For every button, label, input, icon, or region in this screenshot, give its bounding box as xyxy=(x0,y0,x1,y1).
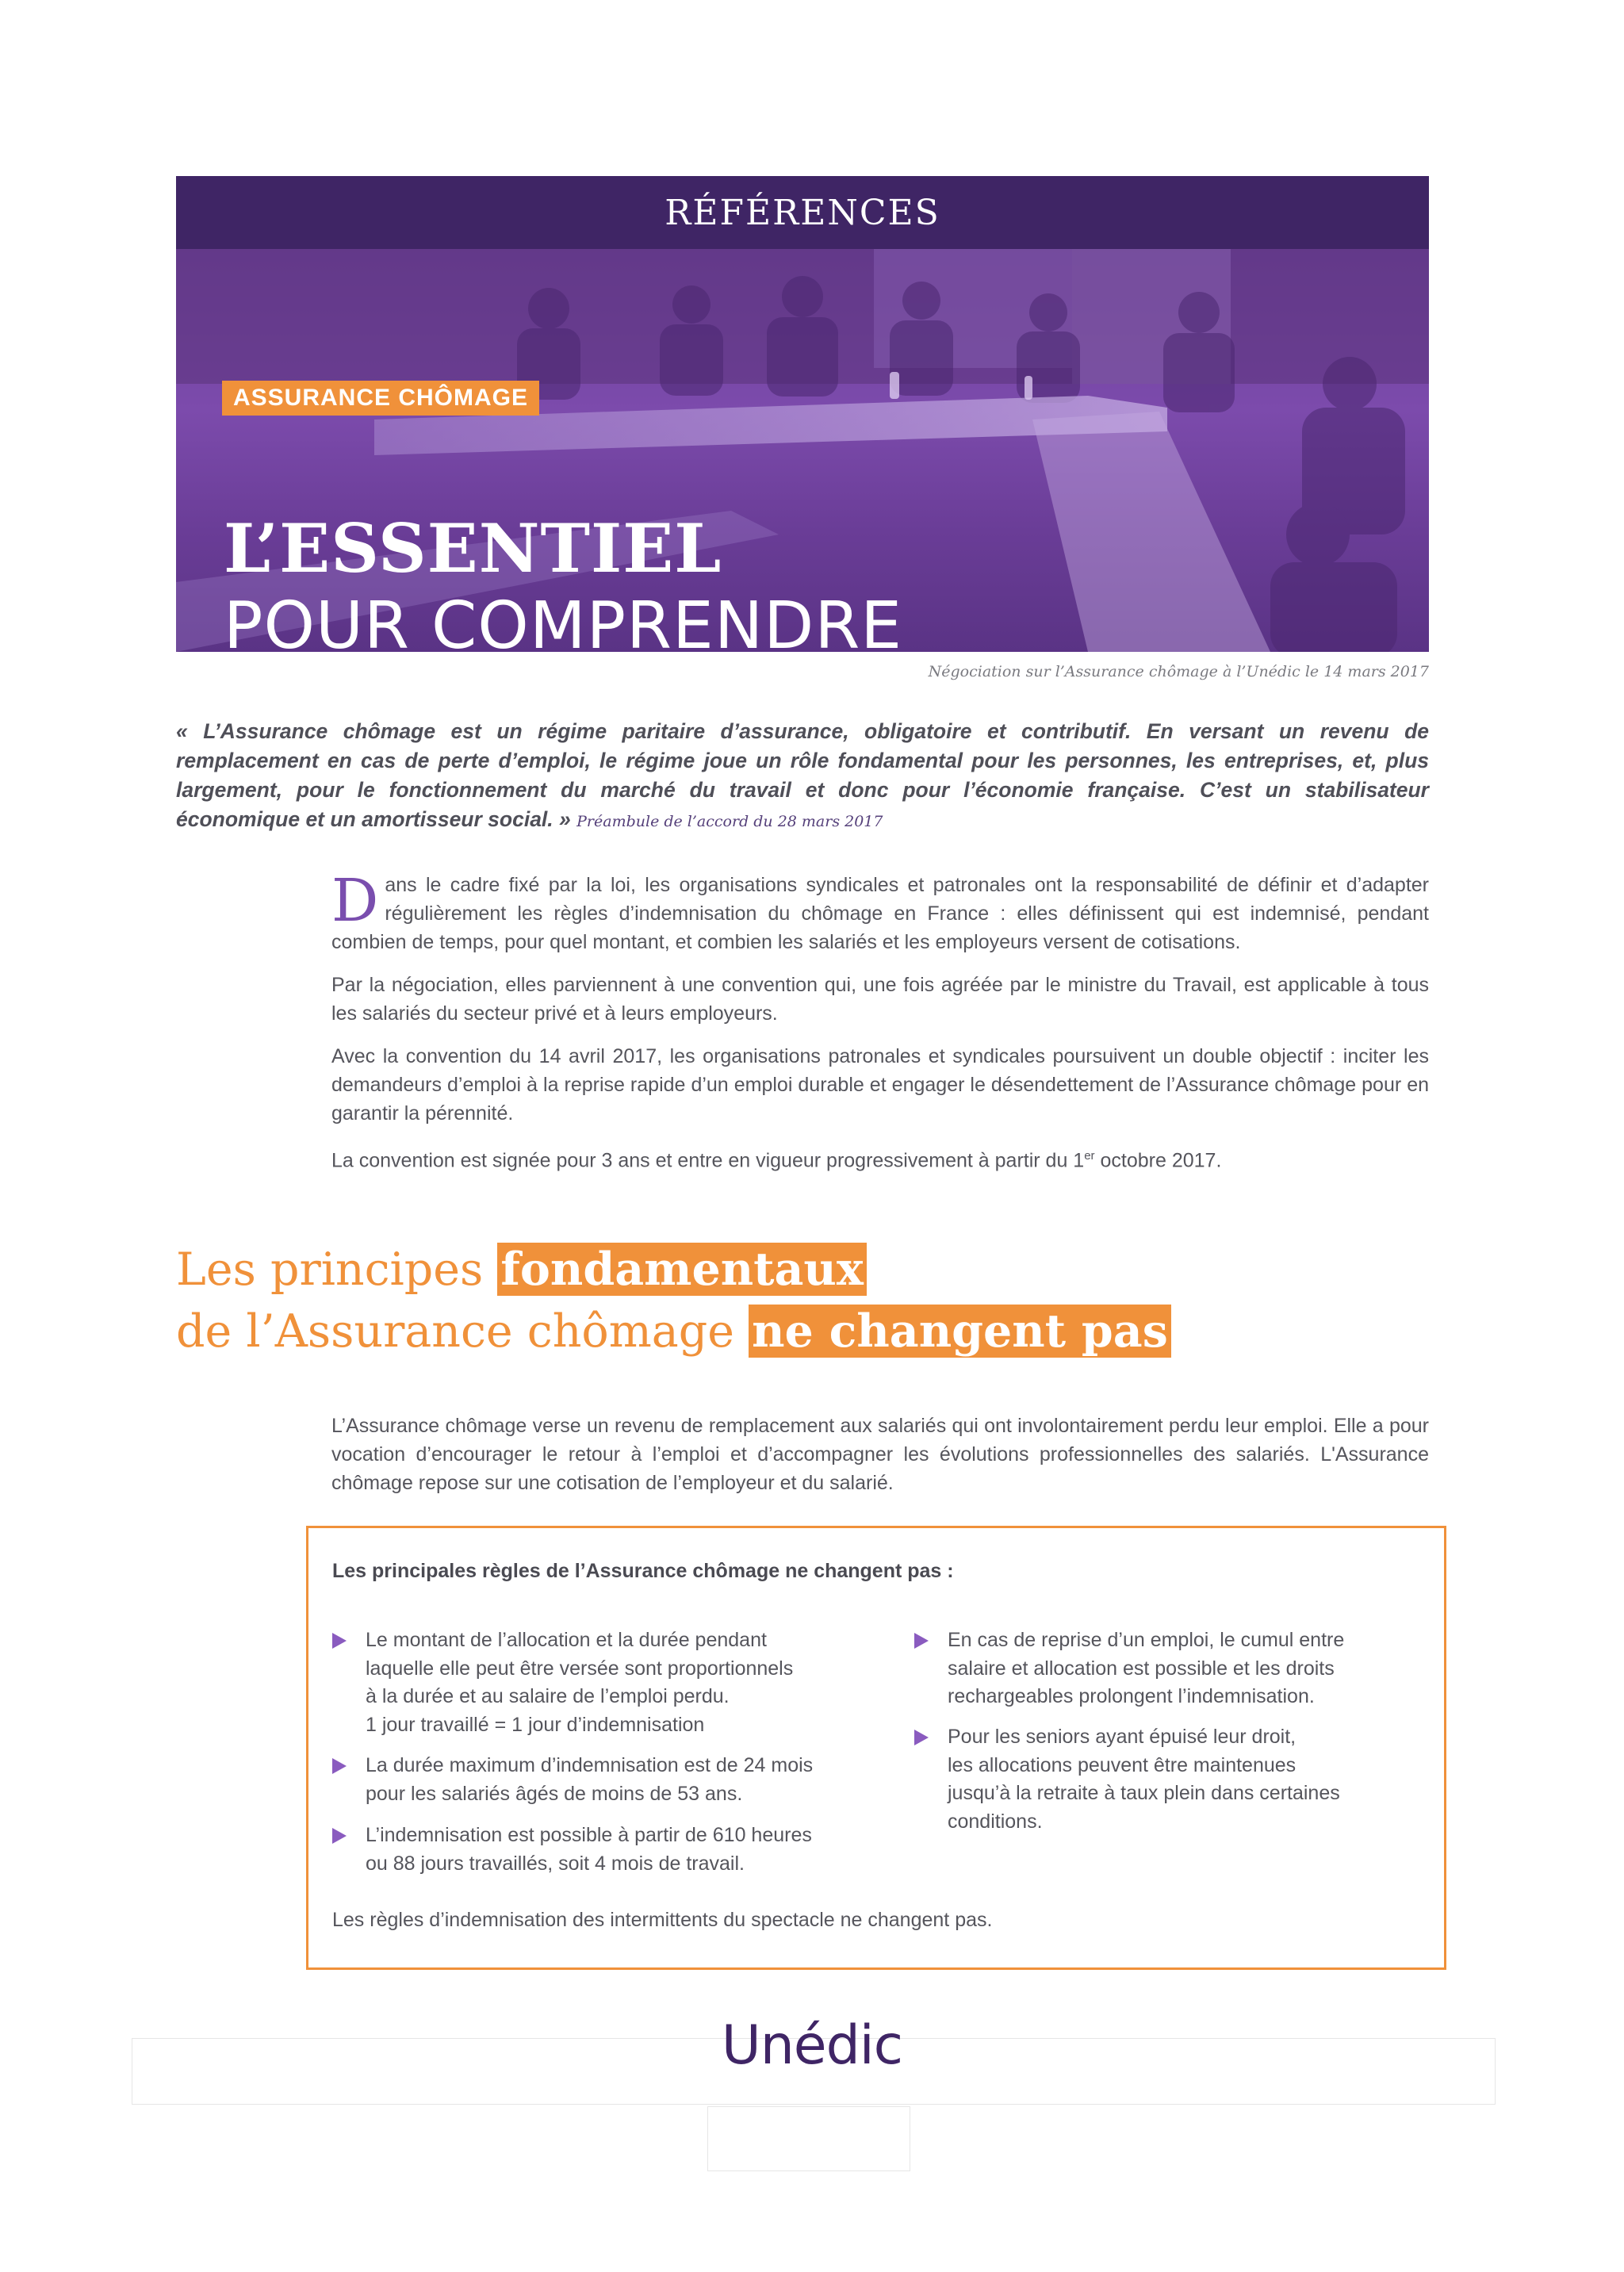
triangle-bullet-icon xyxy=(914,1633,929,1649)
triangle-bullet-icon xyxy=(332,1758,347,1774)
section-text: L’Assurance chômage verse un revenu de remplacement aux salariés qui ont involontairement perdu leur emploi. Elle a pour vocation d’encourager le retour à l’emploi et d’accompagner les évolutions professionnelles des salariés. L'Assurance chômage repose sur une cotisation de l’employeur et du salarié. xyxy=(331,1415,1429,1494)
rule-item: Le montant de l’allocation et la durée pendant laquelle elle peut être versée sont proportionnels à la durée et au salaire de l’emploi perdu. 1 jour travaillé = 1 jour d’indemnisation xyxy=(332,1626,833,1739)
category-tag: ASSURANCE CHÔMAGE xyxy=(222,381,539,416)
intro-paragraph-2: Par la négociation, elles parviennent à une convention qui, une fois agréée par le ministre du Travail, est applicable à tous les salariés du secteur privé et à leurs employeurs. xyxy=(331,974,1429,1025)
rules-box-footer: Les règles d’indemnisation des intermittents du spectacle ne changent pas. xyxy=(332,1909,993,1931)
intro-paragraph-4: La convention est signée pour 3 ans et entre en vigueur progressivement à partir du 1er octobre 2017. xyxy=(331,1149,1222,1172)
title-line-2: POUR COMPRENDRE xyxy=(224,588,903,652)
photo-caption: Négociation sur l’Assurance chômage à l’Unédic le 14 mars 2017 xyxy=(928,663,1429,680)
rule-item: Pour les seniors ayant épuisé leur droit, les allocations peuvent être maintenues jusqu’à la retraite à taux plein dans certaines conditions. xyxy=(914,1723,1415,1836)
section-label: RÉFÉRENCES xyxy=(665,192,940,233)
section-title: Les principes fondamentaux de l’Assurance chômage ne changent pas xyxy=(176,1239,1171,1362)
triangle-bullet-icon xyxy=(332,1633,347,1649)
section-label-bar xyxy=(176,176,1429,249)
intro-text xyxy=(331,867,1429,1189)
title-line-1: L’ESSENTIEL xyxy=(224,509,722,588)
rules-box xyxy=(306,1526,1446,1970)
section-title-highlight-2: ne changent pas xyxy=(749,1305,1171,1358)
rule-item: En cas de reprise d’un emploi, le cumul entre salaire et allocation est possible et les droits rechargeables prolongent l’indemnisation. xyxy=(914,1626,1415,1711)
triangle-bullet-icon xyxy=(332,1828,347,1844)
header-banner xyxy=(176,176,1429,652)
quote-text: « L’Assurance chômage est un régime paritaire d’assurance, obligatoire et contributif. En versant un revenu de remplacement en cas de perte d’emploi, le régime joue un rôle fondamental pour les personnes, les entreprises, et, plus largement, pour le fonctionnement du marché du travail et donc pour l’économie française. C’est un stabilisateur économique et un amortisseur social. » xyxy=(176,719,1429,831)
preamble-quote xyxy=(176,717,1429,837)
section-title-highlight-1: fondamentaux xyxy=(497,1243,866,1296)
rule-item: La durée maximum d’indemnisation est de 24 mois pour les salariés âgés de moins de 53 ans. xyxy=(332,1752,833,1808)
intro-paragraph-3: Avec la convention du 14 avril 2017, les organisations patronales et syndicales poursuivent un double objectif : inciter les demandeurs d’emploi à la reprise rapide d’un emploi durable et engager le désendettement de l’Assurance chômage pour en garantir la pérennité. xyxy=(331,1045,1429,1125)
footer-box xyxy=(707,2106,910,2171)
triangle-bullet-icon xyxy=(914,1730,929,1745)
quote-source: Préambule de l’accord du 28 mars 2017 xyxy=(576,813,883,830)
rules-box-title: Les principales règles de l’Assurance chômage ne changent pas : xyxy=(332,1560,954,1582)
intro-paragraph-1: Dans le cadre fixé par la loi, les organisations syndicales et patronales ont la responsabilité de définir et d’adapter régulièrement les règles d’indemnisation du chômage en France : elles définissent qui est indemnisé, pendant combien de temps, pour quel montant, et combien les salariés et les employeurs versent de cotisations. xyxy=(331,867,1429,953)
drop-cap: D xyxy=(331,867,379,935)
unedic-logo: Unédic xyxy=(721,2014,903,2077)
rule-item: L’indemnisation est possible à partir de 610 heures ou 88 jours travaillés, soit 4 mois de travail. xyxy=(332,1822,833,1878)
